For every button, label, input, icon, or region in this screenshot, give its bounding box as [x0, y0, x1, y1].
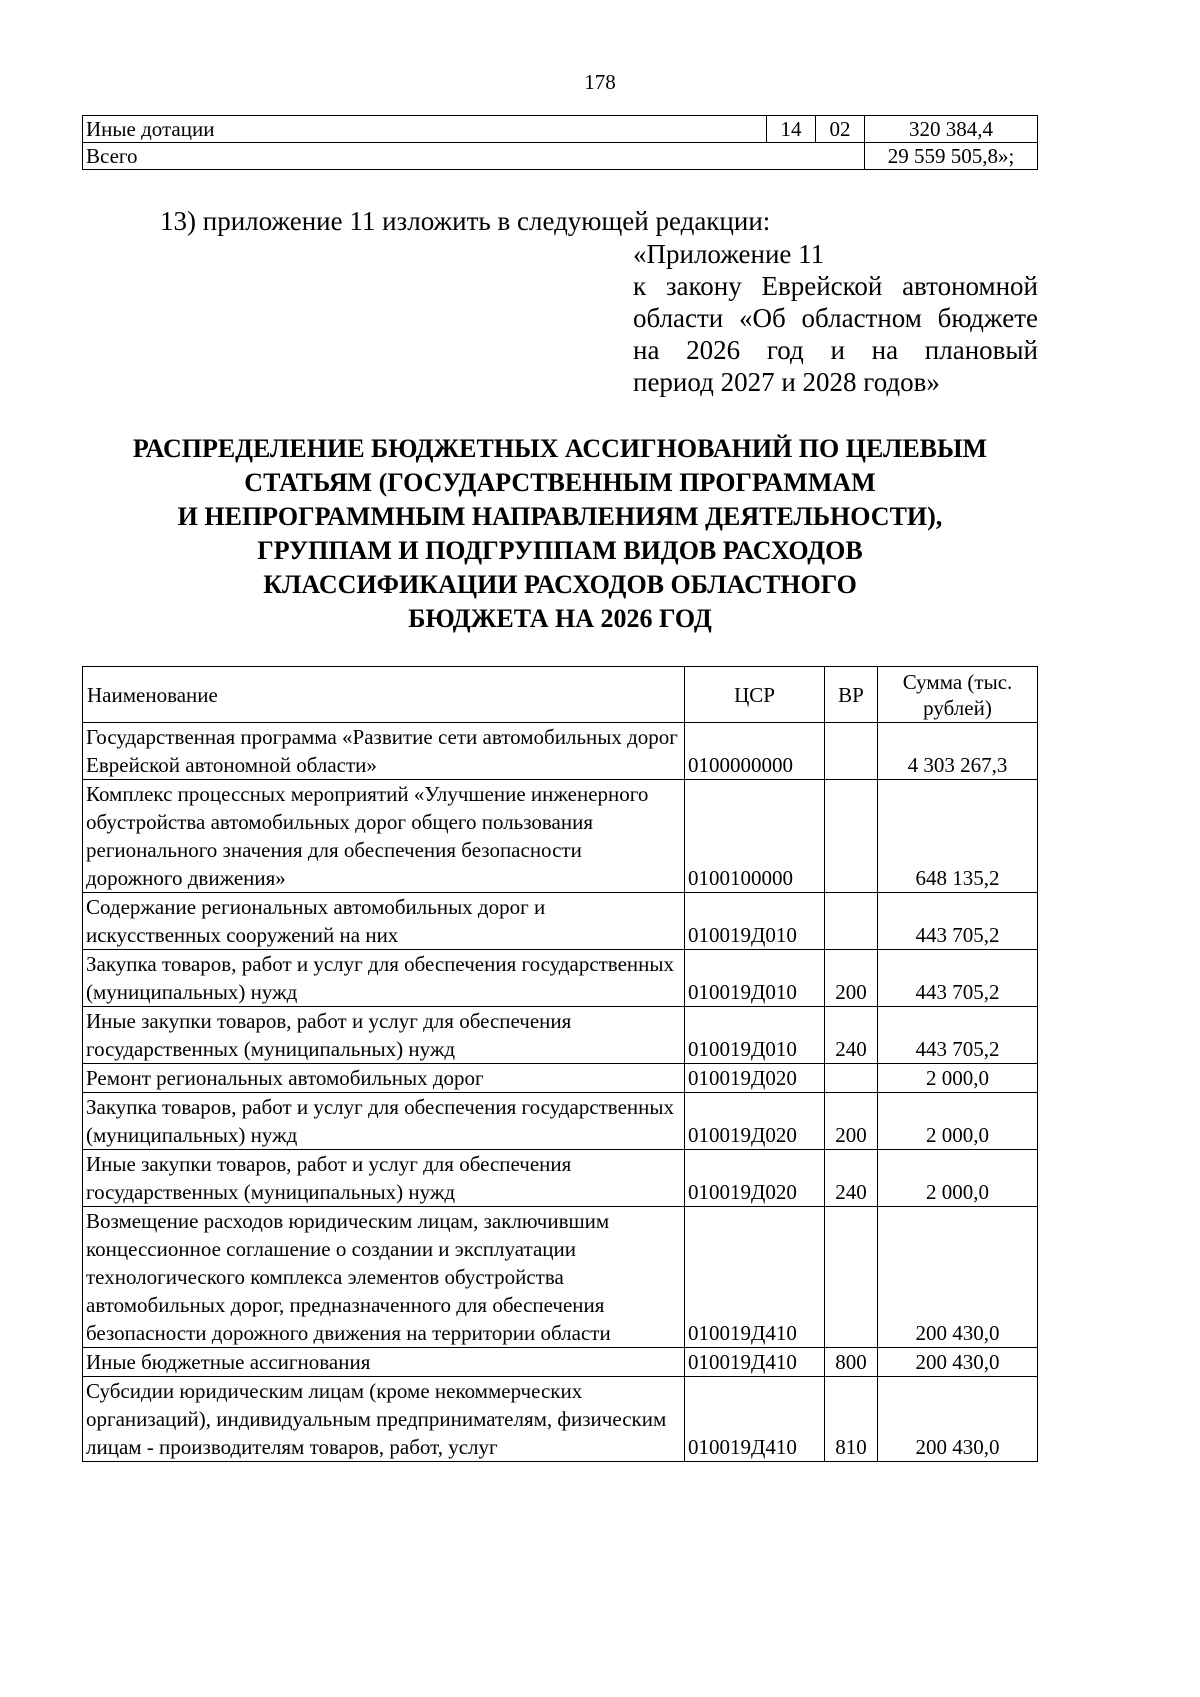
title-line: ГРУППАМ И ПОДГРУППАМ ВИДОВ РАСХОДОВ — [257, 536, 863, 565]
row-sum: 320 384,4 — [865, 116, 1038, 143]
row-name: Иные закупки товаров, работ и услуг для обеспечения государственных (муниципальных) нужд — [83, 1007, 685, 1064]
page-number: 178 — [584, 70, 616, 94]
row-csr: 010019Д010 — [685, 950, 825, 1007]
table-row — [83, 950, 1038, 1007]
row-sum: 4 303 267,3 — [878, 723, 1038, 780]
title-line: И НЕПРОГРАММНЫМ НАПРАВЛЕНИЯМ ДЕЯТЕЛЬНОСТИ), — [177, 502, 943, 531]
appendix-line: период 2027 и 2028 годов» — [633, 367, 940, 397]
title-line: КЛАССИФИКАЦИИ РАСХОДОВ ОБЛАСТНОГО — [263, 570, 857, 599]
row-name: Комплекс процессных мероприятий «Улучшение инженерного обустройства автомобильных дорог общего пользования регионального значения для обеспечения безопасности дорожного движения» — [83, 780, 685, 893]
header-name: Наименование — [83, 667, 685, 723]
budget-table-body — [83, 723, 1038, 1462]
row-name: Субсидии юридическим лицам (кроме некоммерческих организаций), индивидуальным предпринимателям, физическим лицам - производителям товаров, работ, услуг — [83, 1377, 685, 1462]
row-csr: 010019Д010 — [685, 893, 825, 950]
document-title — [60, 432, 1060, 636]
row-csr: 010019Д020 — [685, 1093, 825, 1150]
row-sum: 2 000,0 — [878, 1064, 1038, 1093]
row-csr: 0100000000 — [685, 723, 825, 780]
top-table — [82, 115, 1038, 170]
table-row — [83, 1150, 1038, 1207]
row-csr: 010019Д410 — [685, 1377, 825, 1462]
row-csr: 010019Д410 — [685, 1348, 825, 1377]
row-code-b: 02 — [816, 116, 865, 143]
row-name: Иные закупки товаров, работ и услуг для обеспечения государственных (муниципальных) нужд — [83, 1150, 685, 1207]
row-vr — [825, 723, 878, 780]
row-name: Государственная программа «Развитие сети автомобильных дорог Еврейской автономной области» — [83, 723, 685, 780]
row-sum: 648 135,2 — [878, 780, 1038, 893]
row-sum: 200 430,0 — [878, 1377, 1038, 1462]
row-sum: 443 705,2 — [878, 950, 1038, 1007]
row-sum: 2 000,0 — [878, 1150, 1038, 1207]
row-vr — [825, 780, 878, 893]
row-name: Закупка товаров, работ и услуг для обеспечения государственных (муниципальных) нужд — [83, 950, 685, 1007]
row-csr: 010019Д020 — [685, 1064, 825, 1093]
row-csr: 0100100000 — [685, 780, 825, 893]
table-header-row — [83, 667, 1038, 723]
row-sum: 200 430,0 — [878, 1207, 1038, 1348]
row-sum: 443 705,2 — [878, 893, 1038, 950]
row-sum: 29 559 505,8»; — [865, 143, 1038, 170]
row-vr: 240 — [825, 1007, 878, 1064]
table-row — [83, 1207, 1038, 1348]
header-csr: ЦСР — [685, 667, 825, 723]
row-name: Возмещение расходов юридическим лицам, заключившим концессионное соглашение о создании и эксплуатации технологического комплекса элементов обустройства автомобильных дорог, предназначенного для обеспечения безопасности дорожного движения на территории области — [83, 1207, 685, 1348]
header-vr: ВР — [825, 667, 878, 723]
row-csr: 010019Д020 — [685, 1150, 825, 1207]
row-name: Иные бюджетные ассигнования — [83, 1348, 685, 1377]
table-row — [83, 1093, 1038, 1150]
row-sum: 200 430,0 — [878, 1348, 1038, 1377]
row-vr — [825, 1207, 878, 1348]
amendment-text: 13) приложение 11 изложить в следующей редакции: — [160, 206, 771, 236]
budget-table — [82, 666, 1038, 1462]
table-row — [83, 893, 1038, 950]
appendix-reference — [633, 238, 1038, 398]
table-row — [83, 143, 1038, 170]
header-sum: Сумма (тыс. рублей) — [878, 667, 1038, 723]
row-vr: 800 — [825, 1348, 878, 1377]
appendix-line: к закону Еврейской автономной — [633, 271, 1038, 301]
row-sum: 443 705,2 — [878, 1007, 1038, 1064]
row-csr: 010019Д010 — [685, 1007, 825, 1064]
row-name: Закупка товаров, работ и услуг для обеспечения государственных (муниципальных) нужд — [83, 1093, 685, 1150]
table-row — [83, 1064, 1038, 1093]
table-row — [83, 1377, 1038, 1462]
row-vr — [825, 893, 878, 950]
title-line: СТАТЬЯМ (ГОСУДАРСТВЕННЫМ ПРОГРАММАМ — [244, 468, 876, 497]
appendix-line: «Приложение 11 — [633, 239, 825, 269]
row-vr: 200 — [825, 1093, 878, 1150]
table-row — [83, 1007, 1038, 1064]
title-line: БЮДЖЕТА НА 2026 ГОД — [408, 604, 712, 633]
table-row — [83, 116, 1038, 143]
row-name: Ремонт региональных автомобильных дорог — [83, 1064, 685, 1093]
appendix-line: области «Об областном бюджете — [633, 303, 1038, 333]
row-code-a: 14 — [767, 116, 816, 143]
title-line: РАСПРЕДЕЛЕНИЕ БЮДЖЕТНЫХ АССИГНОВАНИЙ ПО ЦЕЛЕВЫМ — [132, 434, 988, 463]
appendix-line: на 2026 год и на плановый — [633, 335, 1038, 365]
table-row — [83, 723, 1038, 780]
row-name: Иные дотации — [83, 116, 767, 143]
row-vr: 200 — [825, 950, 878, 1007]
table-row — [83, 1348, 1038, 1377]
row-name: Всего — [83, 143, 865, 170]
row-vr: 240 — [825, 1150, 878, 1207]
row-sum: 2 000,0 — [878, 1093, 1038, 1150]
table-row — [83, 780, 1038, 893]
row-vr: 810 — [825, 1377, 878, 1462]
row-vr — [825, 1064, 878, 1093]
row-name: Содержание региональных автомобильных дорог и искусственных сооружений на них — [83, 893, 685, 950]
row-csr: 010019Д410 — [685, 1207, 825, 1348]
